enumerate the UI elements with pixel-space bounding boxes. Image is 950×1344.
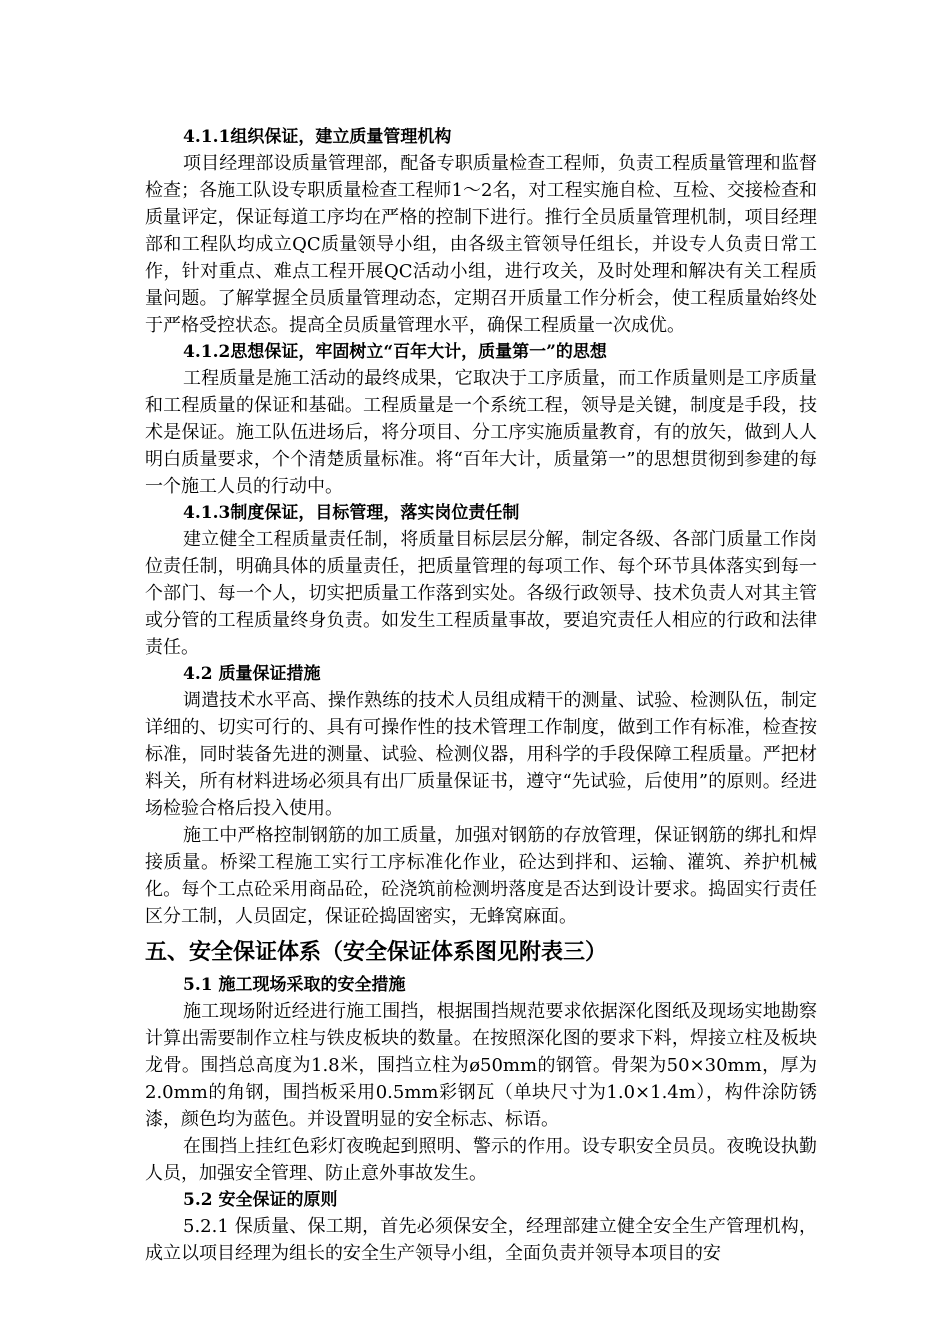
paragraph: 施工中严格控制钢筋的加工质量，加强对钢筋的存放管理，保证钢筋的绑扎和焊接质量。桥梁工程施工实行工序标准化作业，砼达到拌和、运输、灌筑、养护机械化。每个工点砼采用商品砼，砼浇筑前检测坍落度是否达到设计要求。捣固实行责任区分工制，人员固定，保证砼捣固密实，无蜂窝麻面。 [145, 825, 817, 927]
section-heading-4-1-2: 4.1.2思想保证，牢固树立“百年大计，质量第一”的思想 [183, 342, 607, 362]
paragraph: 建立健全工程质量责任制，将质量目标层层分解，制定各级、各部门质量工作岗位责任制，明确具体的质量责任，把质量管理的每项工作、每个环节具体落实到每一个部门、每一个人，切实把质量工作落到实处。各级行政领导、技术负责人对其主管或分管的工程质量终身负责。如发生工程质量事故，要追究责任人相应的行政和法律责任。 [145, 529, 817, 658]
section-heading-4-2: 4.2 质量保证措施 [183, 664, 321, 684]
paragraph: 调遣技术水平高、操作熟练的技术人员组成精干的测量、试验、检测队伍，制定详细的、切实可行的、具有可操作性的技术管理工作制度，做到工作有标准，检查按标准，同时装备先进的测量、试验、检测仪器，用科学的手段保障工程质量。严把材料关，所有材料进场必须具有出厂质量保证书，遵守“先试验，后使用”的原则。经进场检验合格后投入使用。 [145, 690, 817, 819]
section-heading-4-1-1: 4.1.1组织保证，建立质量管理机构 [183, 127, 452, 147]
section-heading-5-2: 5.2 安全保证的原则 [183, 1190, 338, 1210]
paragraph: 在围挡上挂红色彩灯夜晚起到照明、警示的作用。设专职安全员员。夜晚设执勤人员，加强安全管理、防止意外事故发生。 [145, 1136, 817, 1184]
section-heading-5-1: 5.1 施工现场采取的安全措施 [183, 975, 406, 995]
paragraph: 项目经理部设质量管理部，配备专职质量检查工程师，负责工程质量管理和监督检查；各施工队设专职质量检查工程师1～2名，对工程实施自检、互检、交接检查和质量评定，保证每道工序均在严格的控制下进行。推行全员质量管理机制，项目经理部和工程队均成立QC质量领导小组，由各级主管领导任组长，并设专人负责日常工作，针对重点、难点工程开展QC活动小组，进行攻关，及时处理和解决有关工程质量问题。了解掌握全员质量管理动态，定期召开质量工作分析会，使工程质量始终处于严格受控状态。提高全员质量管理水平，确保工程质量一次成优。 [145, 153, 817, 336]
paragraph: 施工现场附近经进行施工围挡，根据围挡规范要求依据深化图纸及现场实地勘察计算出需要制作立柱与铁皮板块的数量。在按照深化图的要求下料，焊接立柱及板块龙骨。围挡总高度为1.8米，围挡立柱为ø50mm的钢管。骨架为50×30mm，厚为2.0mm的角钢，围挡板采用0.5mm彩钢瓦（单块尺寸为1.0×1.4m），构件涂防锈漆，颜色均为蓝色。并设置明显的安全标志、标语。 [145, 1001, 817, 1130]
document-page [145, 124, 817, 1267]
chapter-heading-5: 五、安全保证体系（安全保证体系图见附表三） [145, 939, 608, 965]
paragraph: 工程质量是施工活动的最终成果，它取决于工序质量，而工作质量则是工序质量和工程质量的保证和基础。工程质量是一个系统工程，领导是关键，制度是手段，技术是保证。施工队伍进场后，将分项目、分工序实施质量教育，有的放矢，做到人人明白质量要求，个个清楚质量标准。将“百年大计，质量第一”的思想贯彻到参建的每一个施工人员的行动中。 [145, 368, 817, 497]
paragraph: 5.2.1 保质量、保工期，首先必须保安全，经理部建立健全安全生产管理机构，成立以项目经理为组长的安全生产领导小组，全面负责并领导本项目的安 [145, 1216, 817, 1264]
section-heading-4-1-3: 4.1.3制度保证，目标管理，落实岗位责任制 [183, 503, 520, 523]
